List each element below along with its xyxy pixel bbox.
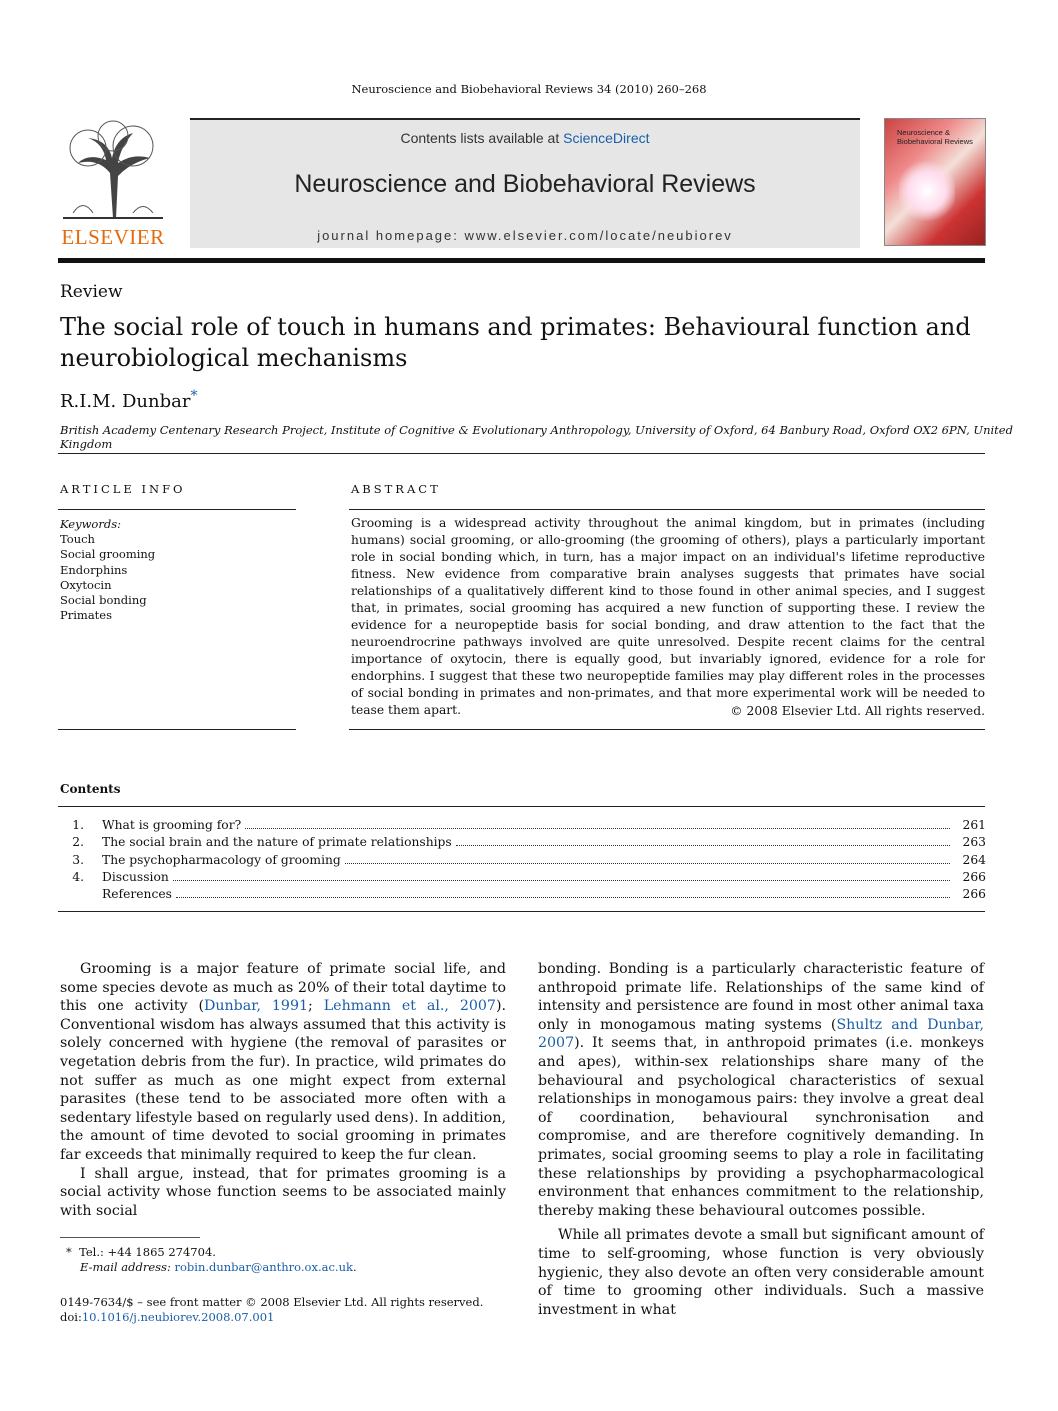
issn-line: 0149-7634/$ – see front matter © 2008 Elsevier Ltd. All rights reserved. xyxy=(60,1295,484,1309)
toc-title: References xyxy=(102,887,172,902)
toc-number: 2. xyxy=(72,835,84,850)
elsevier-logo xyxy=(58,118,168,250)
journal-banner xyxy=(190,118,860,248)
divider xyxy=(58,453,985,454)
article-type: Review xyxy=(60,282,123,302)
toc-leader xyxy=(173,880,950,881)
divider xyxy=(58,509,296,510)
toc-page: 263 xyxy=(962,835,986,850)
body-text: ; xyxy=(308,998,324,1015)
toc-number: 4. xyxy=(72,869,84,884)
keywords-label: Keywords: xyxy=(60,517,121,531)
footnote-rule xyxy=(60,1237,200,1238)
footnote-email xyxy=(66,1260,357,1275)
toc-leader xyxy=(245,828,950,829)
body-paragraph xyxy=(60,960,506,1165)
toc-item[interactable] xyxy=(60,870,986,887)
toc-title: The social brain and the nature of primate relationships xyxy=(102,835,452,850)
divider xyxy=(58,806,985,807)
keywords-list xyxy=(60,532,155,624)
author-footnote-mark[interactable]: * xyxy=(190,388,198,404)
journal-homepage[interactable]: journal homepage: www.elsevier.com/locate/neubiorev xyxy=(317,228,733,243)
doi-prefix: doi: xyxy=(60,1310,82,1324)
abstract-copyright: © 2008 Elsevier Ltd. All rights reserved. xyxy=(730,704,985,718)
body-text: bonding. Bonding is a particularly characteristic feature of anthropoid primate life. Relationships of the same kind of intensity and persistence are found in most other animal taxa only in monogamous mating systems ( xyxy=(538,961,984,1033)
toc-item[interactable] xyxy=(60,853,986,870)
body-paragraph: While all primates devote a small but significant amount of time to self-grooming, whose function is very obviously hygienic, they also devote an often very considerable amount of time to grooming other individuals. Such a massive investment in what xyxy=(538,1227,984,1318)
journal-name: Neuroscience and Biobehavioral Reviews xyxy=(294,170,756,198)
contents-availability xyxy=(190,130,860,146)
toc-title: What is grooming for? xyxy=(102,818,242,832)
author-line xyxy=(60,388,197,412)
toc-page: 266 xyxy=(962,869,986,884)
divider xyxy=(349,509,985,510)
footnote-punct: . xyxy=(352,1260,357,1274)
sciencedirect-link[interactable]: ScienceDirect xyxy=(563,130,650,146)
elsevier-wordmark: ELSEVIER xyxy=(61,225,165,249)
email-label: E-mail address: xyxy=(80,1260,171,1274)
keyword: Social grooming xyxy=(60,547,156,562)
toc-item[interactable] xyxy=(60,887,986,904)
divider xyxy=(349,729,985,730)
tree-logo-icon xyxy=(58,118,168,223)
toc-title: The psychopharmacology of grooming xyxy=(102,852,341,867)
phone-number: Tel.: +44 1865 274704. xyxy=(79,1245,216,1259)
abstract-heading: ABSTRACT xyxy=(351,482,441,496)
cover-graphic xyxy=(899,161,955,221)
author-name: R.I.M. Dunbar xyxy=(60,391,191,412)
doi-line xyxy=(60,1310,483,1325)
footnote-tel xyxy=(66,1245,357,1260)
toc-page: 264 xyxy=(962,852,986,867)
toc-title: Discussion xyxy=(102,869,169,884)
citation-link[interactable]: Dunbar, 1991 xyxy=(204,998,309,1015)
body-paragraph xyxy=(538,960,984,1220)
divider xyxy=(58,729,296,730)
page-footer xyxy=(60,1295,483,1325)
doi-link[interactable]: 10.1016/j.neubiorev.2008.07.001 xyxy=(81,1310,275,1324)
keyword: Primates xyxy=(60,608,113,623)
toc-leader xyxy=(345,863,950,864)
article-info-heading: ARTICLE INFO xyxy=(60,482,186,496)
body-column-left xyxy=(60,960,506,1220)
toc-page: 261 xyxy=(962,818,986,832)
citation-link[interactable]: Lehmann et al., 2007 xyxy=(323,998,496,1015)
keyword: Oxytocin xyxy=(60,577,112,592)
contents-heading: Contents xyxy=(60,782,121,796)
body-text: ). Conventional wisdom has always assumed that this activity is solely concerned with hygiene (the removal of parasites or vegetation debris from the fur). In practice, wild primates do not suffer as much as one might expect from external parasites (these tend to be associated more often with a sedentary lifestyle based on regularly used dens). In addition, the amount of time devoted to social grooming in primates far exceeds that minimally required to keep the fur clean. xyxy=(60,998,506,1163)
keyword: Touch xyxy=(60,532,95,546)
toc-item[interactable] xyxy=(60,818,986,835)
cover-title: Neuroscience & Biobehavioral Reviews xyxy=(897,128,973,146)
footnote xyxy=(66,1245,357,1275)
keyword: Social bonding xyxy=(60,593,147,608)
toc-page: 266 xyxy=(962,887,986,902)
toc-number: 1. xyxy=(72,818,84,832)
body-text: ). It seems that, in anthropoid primates (i.e. monkeys and apes), within-sex relationships share many of the behavioural and psychological characteristics of sexual relationships in monogamous pairs: they involve a great deal of coordination, behavioural synchronisation and compromise, and are therefore cognitively demanding. In primates, social grooming seems to play a role in facilitating these relationships by providing a psychopharmacological environment that enhances commitment to the relationship, thereby making these behavioural outcomes possible. xyxy=(538,1035,984,1219)
journal-citation: Neuroscience and Biobehavioral Reviews 34 (2010) 260–268 xyxy=(351,82,707,96)
toc-number: 3. xyxy=(72,852,84,867)
keyword: Endorphins xyxy=(60,562,128,577)
abstract-text: Grooming is a widespread activity throughout the animal kingdom, but in primates (including humans) social grooming, or allo-grooming (the grooming of others), plays a particularly important role in social bonding which, in turn, has a major impact on an individual's lifetime reproductive fitness. New evidence from comparative brain analyses suggests that primates have social relationships of a qualitatively different kind to those found in other animal species, and I suggest that, in primates, social grooming has acquired a new function of supporting these. I review the evidence for a neuropeptide basis for social bonding, and draw attention to the fact that the neuroendrocrine pathways involved are quite unresolved. Despite recent claims for the central importance of oxytocin, there is equally good, but invariably ignored, evidence for a role for endorphins. I suggest that these two neuropeptide families may play different roles in the processes of social bonding in primates and non-primates, and that more experimental work will be needed to tease them apart. xyxy=(351,516,985,717)
journal-cover xyxy=(884,118,986,246)
email-link[interactable]: robin.dunbar@anthro.ox.ac.uk xyxy=(174,1260,353,1274)
toc-item[interactable] xyxy=(60,835,986,852)
toc-leader xyxy=(456,845,950,846)
divider xyxy=(58,911,985,912)
table-of-contents xyxy=(60,818,986,904)
citation-link[interactable]: Shultz and Dunbar, 2007 xyxy=(538,1016,984,1052)
body-paragraph: I shall argue, instead, that for primates grooming is a social activity whose function seems to be associated mainly with social xyxy=(60,1165,506,1219)
toc-leader xyxy=(176,897,950,898)
author-affiliation: British Academy Centenary Research Project, Institute of Cognitive & Evolutionary Anthropology, University of Oxford, 64 Banbury Road, Oxford OX2 6PN, United Kingdom xyxy=(60,423,1013,451)
contents-prefix: Contents lists available at xyxy=(400,130,564,146)
body-text: Grooming is a major feature of primate social life, and some species devote as much as 20% of their total daytime to this one activity ( xyxy=(60,961,506,1015)
body-column-right xyxy=(538,960,984,1319)
header-rule xyxy=(58,258,985,263)
footnote-mark: * xyxy=(66,1245,72,1259)
article-title: The social role of touch in humans and primates: Behavioural function and neurobiological mechanisms xyxy=(60,313,971,372)
